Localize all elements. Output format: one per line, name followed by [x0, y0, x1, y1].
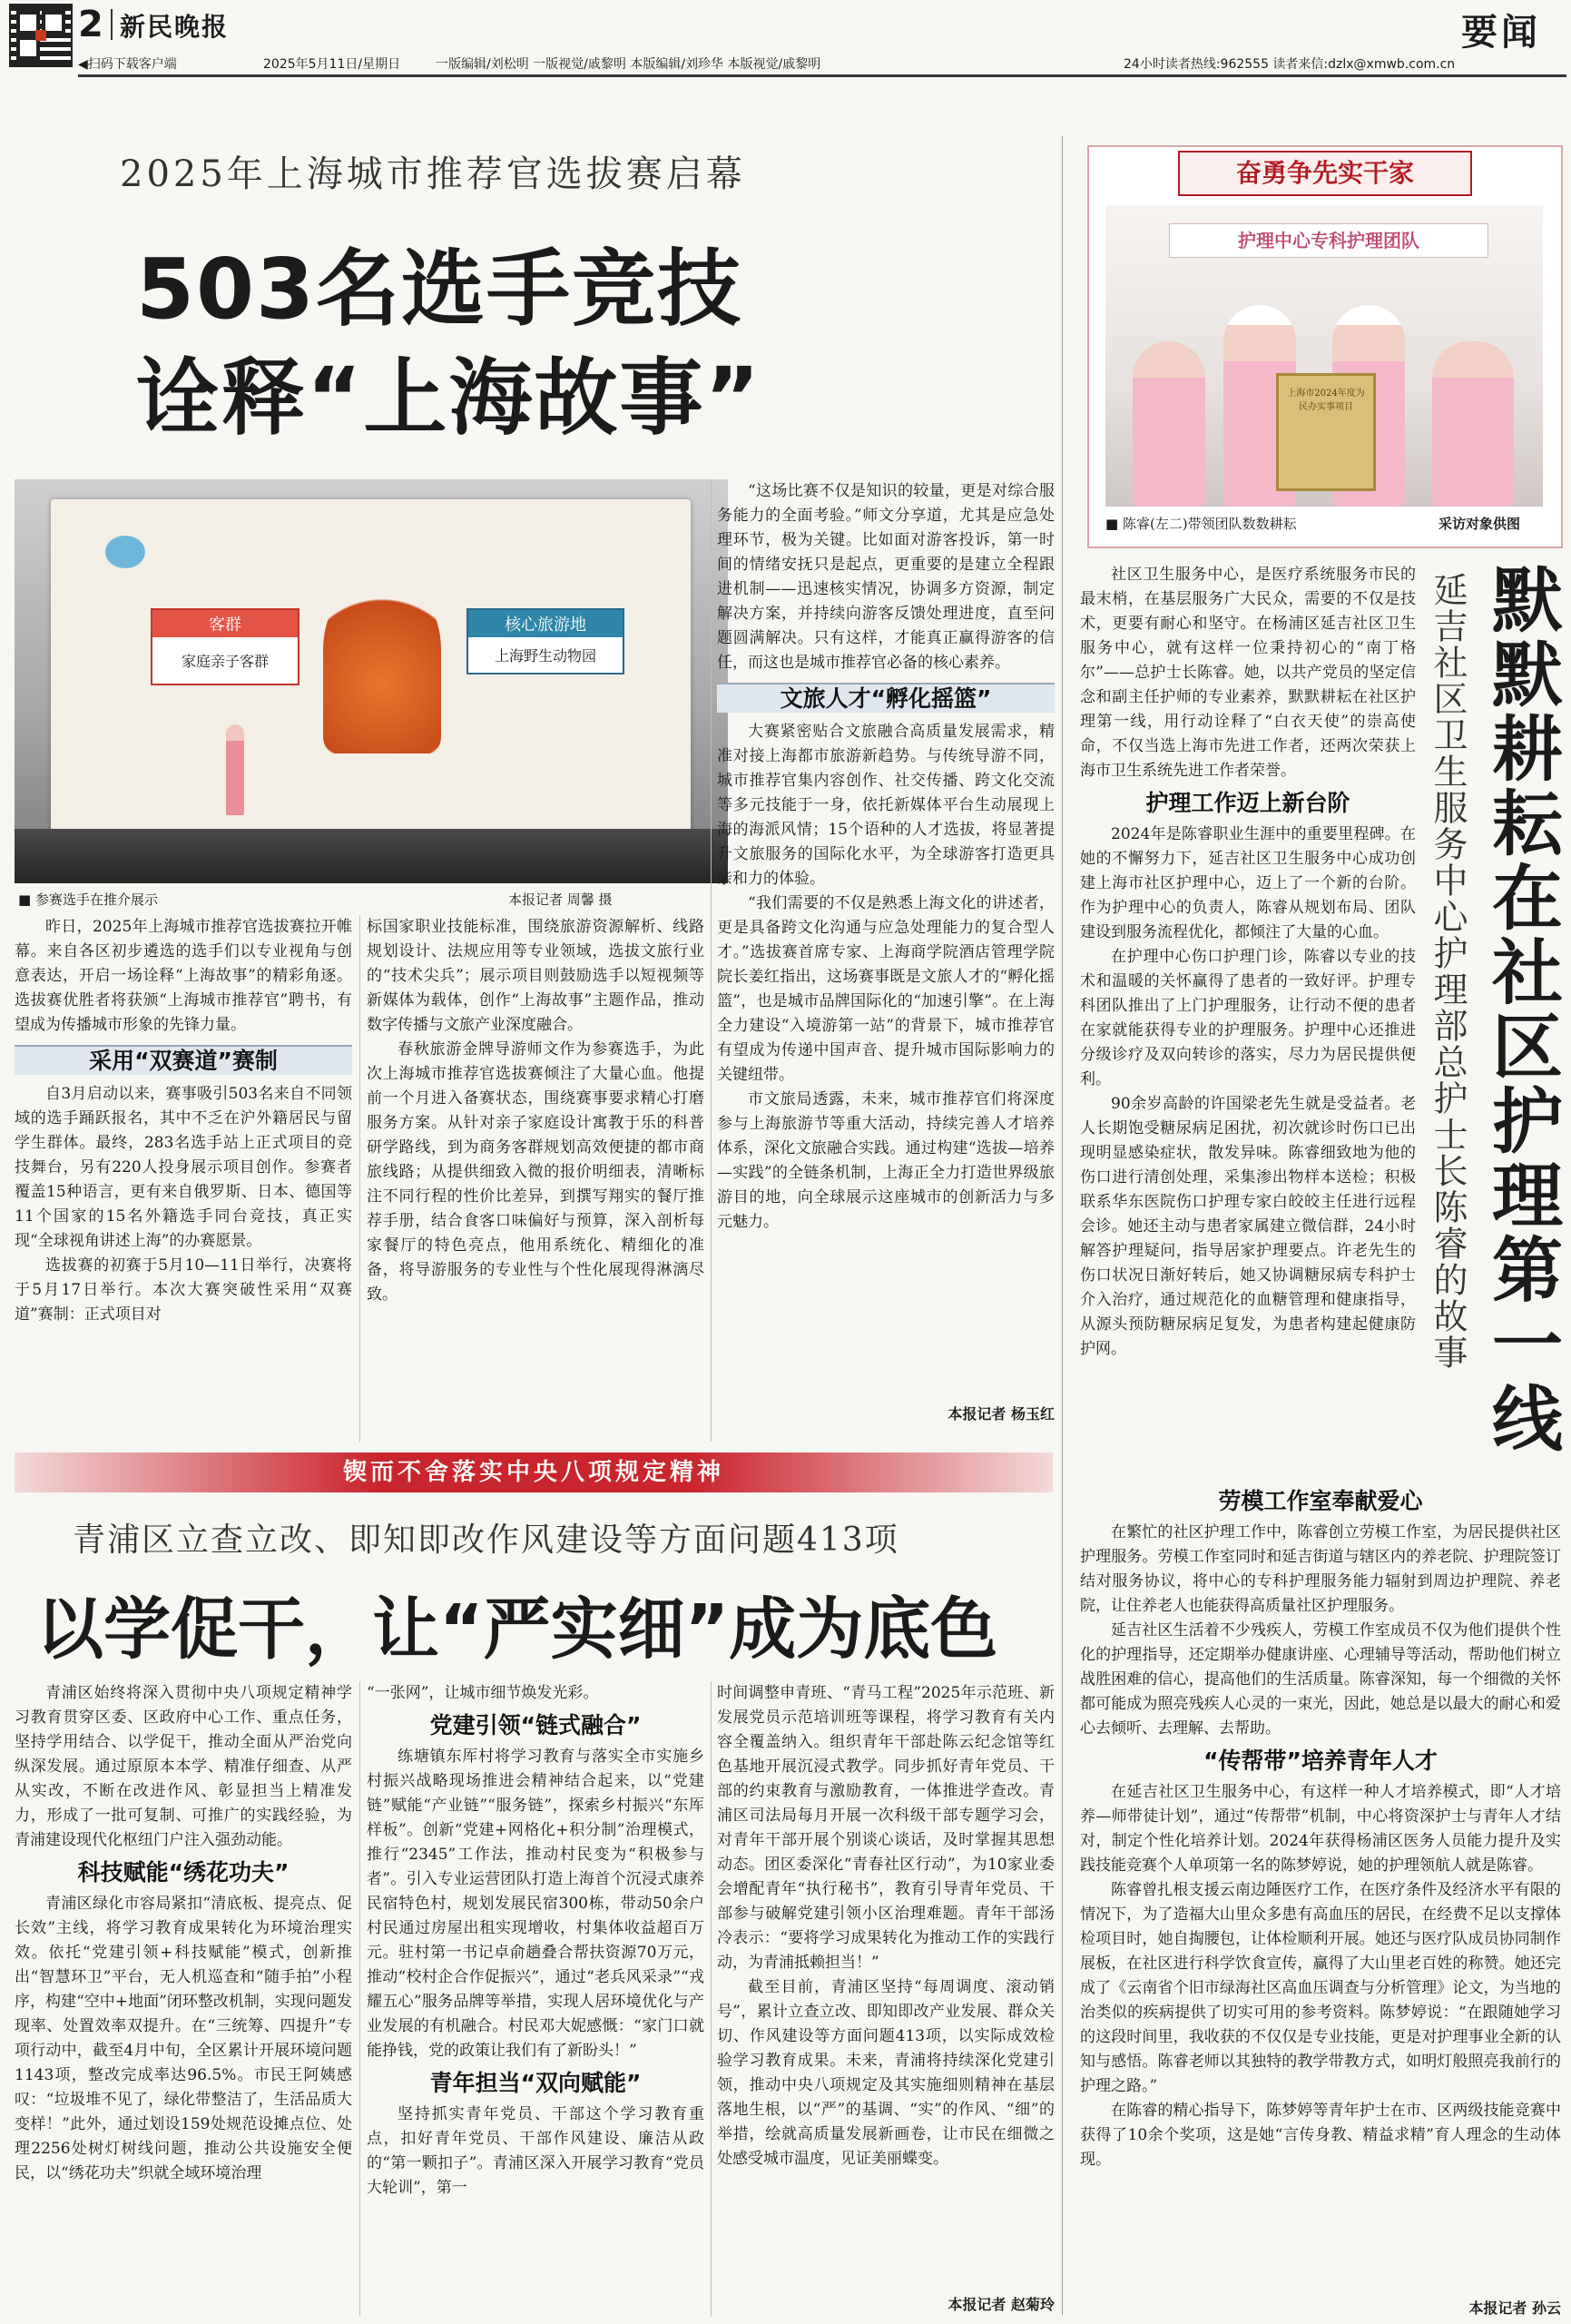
award-plaque: 上海市2024年度为民办实事项目: [1276, 373, 1376, 491]
story1-col-divider-1: [359, 915, 360, 1442]
story3-photo-credit: 采访对象供图: [1438, 516, 1521, 532]
story3-photo-caption: ■ 陈睿(左二)带领团队数数耕耘: [1105, 516, 1297, 532]
story3-para1: 2024年是陈睿职业生涯中的重要里程碑。在她的不懈努力下，延吉社区卫生服务中心成功创建上海市社区护理中心，迈上了一个新的台阶。作为护理中心的负责人，陈睿从规划布局、团队建设到服务流程优化，都倾注了大量的心血。: [1080, 825, 1416, 941]
story3-subhead-1: 护理工作迈上新台阶: [1145, 790, 1350, 816]
nurses-photo: [1105, 205, 1543, 507]
story2-subhead-3: 青年担当“双向赋能”: [429, 2070, 642, 2096]
story2-col2-para1: “一张网”，让城市细节焕发光彩。: [367, 1684, 599, 1702]
tree-illustration: [323, 581, 441, 753]
story2-col3-para1: 时间调整申青班、“青马工程”2025年示范班、新发展党员示范培训班等课程，将学习教育有关内容全覆盖纳入。组织青年干部赴陈云纪念馆等红色基地开展沉浸式教学。同步抓好青年党员、干部的约束教育与激励教育，一体推进学查改。青浦区司法局每月开展一次科级干部专题学习会，对青年干部开展个别谈心谈话，及时掌握其思想动态。团区委深化“青春社区行动”，为10家业委会增配青年“执行秘书”，教育引导青年党员、干部参与破解党建引领小区治理难题。青年干部汤冷表示：“要将学习成果转化为推动工作的实践行动，为青浦抵赖担当！”: [717, 1684, 1055, 1972]
story2-banner: 锲而不舍落实中央八项规定精神: [15, 1452, 1053, 1492]
bird-illustration: [105, 536, 145, 568]
story3-byline: 本报记者 孙云: [1468, 2299, 1561, 2317]
story1-col2: [367, 915, 704, 1442]
story1-col1-para: 自3月启动以来，赛事吸引503名来自不同领域的选手踊跃报名，其中不乏在沪外籍居民与留学生群体。最终，283名选手站上正式项目的竞技舞台，另有220人投身展示项目创作。参赛者覆盖15种语言，更有来自俄罗斯、日本、德国等11个国家的15名外籍选手同台竞技，真正实现“全球视角讲述上海”的办赛愿景。: [15, 1085, 352, 1250]
date-line: 2025年5月11日/星期日: [263, 57, 401, 72]
story1-subhead-2: 文旅人才“孵化摇篮”: [717, 683, 1055, 713]
contestant-photo: [15, 479, 728, 883]
story2-col3: [717, 1681, 1055, 2290]
nurse-1: [1133, 341, 1205, 507]
editors-line: 一版编辑/刘松明 一版视觉/戚黎明 本版编辑/刘珍华 本版视觉/戚黎明: [436, 57, 821, 72]
masthead-divider: [111, 9, 113, 40]
story3-para3: 90余岁高龄的许国梁老先生就是受益者。老人长期饱受糖尿病足困扰，初次就诊时伤口已出现明显感染症状，散发异味。陈睿细致地为他的伤口进行清创处理，采集渗出物样本送检；积极联系华东医院伤口护理专家白皎皎主任进行远程会诊。她还主动与患者家属建立微信群，24小时解答护理疑问，指导居家护理要点。许老先生的伤口状况日渐好转后，她又协调糖尿病专科护士介入治疗，通过规范化的血糖管理和健康指导，从源头预防糖尿病足复发，为患者构建起健康防护网。: [1080, 1095, 1416, 1358]
story3-para8: 在陈睿的精心指导下，陈梦婷等青年护士在市、区两级技能竞赛中获得了10余个奖项，这是她“言传身教、精益求精”育人理念的生动体现。: [1080, 2102, 1561, 2169]
audience-row: [15, 829, 728, 883]
story3-subhead-3: “传帮带”培养青年人才: [1203, 1748, 1438, 1774]
story1-photo-credit: 本报记者 周馨 摄: [508, 891, 613, 908]
story3-intro: 社区卫生服务中心，是医疗系统服务市民的最末梢，在基层服务广大民众，需要的不仅是技术，更要有耐心和坚守。在杨浦区延吉社区卫生服务中心，就有这样一位秉持初心的“南丁格尔”——总护士长陈睿。她，以共产党员的坚定信念和副主任护师的专业素养，默默耕耘在社区护理第一线，用行动诠释了“白衣天使”的崇高使命，不仅当选上海市先进工作者，还两次荣获上海市卫生系统先进工作者荣誉。: [1080, 566, 1416, 780]
story1-col2-para2: 春秋旅游金牌导游师文作为参赛选手，为此次上海城市推荐官选拔赛倾注了大量心血。他提前一个月进入备赛状态，围绕赛事要求精心打磨服务方案。从针对亲子家庭设计寓教于乐的科普研学路线，到为商务客群规划高效便捷的都市商旅线路；从提供细致入微的报价明细表，清晰标注不同行程的性价比差异，到撰写翔实的餐厅推荐手册，结合食客口味偏好与预算，深入剖析每家餐厅的特色亮点，他用系统化、精细化的准备，将导游服务的专业性与个性化展现得淋漓尽致。: [367, 1040, 704, 1304]
story1-col2-para1: 标国家职业技能标准，围绕旅游资源解析、线路规划设计、法规应用等专业领域，选拔文旅行业的“技术尖兵”；展示项目则鼓励选手以短视频等新媒体为载体，创作“上海故事”主题作品，推动数字传播与文旅产业深度融合。: [367, 918, 704, 1034]
story1-headline-line2: 诠释“上海故事”: [136, 350, 761, 447]
story1-headline-line1: 503名选手竞技: [136, 241, 743, 338]
sign-left: 客群 家庭亲子客群: [151, 608, 299, 685]
story1-col3-para4: 市文旅局透露，未来，城市推荐官们将深度参与上海旅游节等重大活动，持续完善人才培养体系，深化文旅融合实践。通过构建“选拔—培养—实践”的全链条机制，上海正全力打造世界级旅游目的地，向全球展示这座城市的创新活力与多元魅力。: [717, 1090, 1055, 1231]
story2-col2-para2: 练塘镇东厍村将学习教育与落实全市实施乡村振兴战略现场推进会精神结合起来，以“党建链”赋能“产业链”“服务链”，探索乡村振兴“东厍样板”。创新“党建+网格化+积分制”治理模式，推行“2345”工作法，推动村民变为“积极参与者”。引入专业运营团队打造上海首个沉浸式康养民宿特色村，规划发展民宿300栋，带动50余户村民通过房屋出租实现增收，村集体收益超百万元。驻村第一书记卓俞趟叠合帮扶资源70万元，推动“校村企合作促振兴”，通过“老兵风采录”“戎耀五心”服务品牌等举措，实现人居环境优化与产业发展的有机融合。村民邓大妮感慨：“家门口就能挣钱，党的政策让我们有了新盼头！”: [367, 1748, 704, 2060]
story2-col2-para3: 坚持抓实青年党员、干部这个学习教育重点，扣好青年党员、干部作风建设、廉洁从政的“第一颗扣子”。青浦区深入开展学习教育“党员大轮训”，第一: [367, 2105, 704, 2197]
story1-col3: [717, 479, 1055, 1396]
story2-byline: 本报记者 赵菊玲: [948, 2296, 1055, 2313]
story1-col3-para1: “这场比赛不仅是知识的较量，更是对综合服务能力的全面考验。”师文分享道，尤其是应急处理环节，极为关键。比如面对游客投诉，第一时间的情绪安抚只是起点，更重要的是建立全程跟进机制——迅速核实情况，协调多方资源，制定解决方案，并持续向游客反馈处理进度，直至问题圆满解决。只有这样，才能真正赢得游客的信任，而这也是城市推荐官必备的核心素养。: [717, 482, 1055, 672]
qr-code[interactable]: [11, 5, 71, 65]
story1-subhead-1: 采用“双赛道”赛制: [15, 1045, 352, 1075]
story3-para4: 在繁忙的社区护理工作中，陈睿创立劳模工作室，为居民提供社区护理服务。劳模工作室同时和延吉街道与辖区内的养老院、护理院签订结对服务协议，将中心的专科护理服务能力辐射到周边护理院、养老院，让住养老人也能获得高质量社区护理服务。: [1080, 1523, 1561, 1615]
story3-banner: 奋勇争先实干家: [1178, 151, 1472, 196]
paper-name: 新民晚报: [120, 12, 230, 42]
story2-subhead-1: 科技赋能“绣花功夫”: [77, 1859, 290, 1886]
masthead-rule: [78, 74, 1566, 77]
story1-col1: [15, 915, 352, 1442]
story3-subtitle: 延吉社区卫生服务中心护理部总护士长陈睿的故事: [1428, 572, 1468, 1371]
story2-col1-para1: 青浦区始终将深入贯彻中央八项规定精神学习教育贯穿区委、区政府中心工作、重点任务，坚持学用结合、以学促干，推动全面从严治党向纵深发展。通过原原本本学、精准仔细查、从严从实改，不断在改进作风、彰显担当上精准发力，形成了一批可复制、可推广的实践经验，为青浦建设现代化枢纽门户注入强劲动能。: [15, 1684, 352, 1849]
story1-col3-para3: “我们需要的不仅是熟悉上海文化的讲述者，更是具备跨文化沟通与应急处理能力的复合型人才。”选拔赛首席专家、上海商学院酒店管理学院院长姜红指出，这场赛事既是文旅人才的“孵化摇篮”，也是城市品牌国际化的“加速引擎”。在上海全力建设“入境游第一站”的背景下，城市推荐官有望成为传递中国声音、提升城市国际影响力的关键纽带。: [717, 894, 1055, 1084]
story2-col3-para2: 截至目前，青浦区坚持“每周调度、滚动销号”，累计立查立改、即知即改产业发展、群众关切、作风建设等方面问题413项，以实际成效检验学习教育成果。未来，青浦将持续深化党建引领，推动中央八项规定及其实施细则精神在基层落地生根，以“严”的基调、“实”的作风、“细”的举措，绘就高质量发展新画卷，让市民在细微之处感受城市温度，见证美丽蝶变。: [717, 1978, 1055, 2168]
story3-para6: 在延吉社区卫生服务中心，有这样一种人才培养模式，即“人才培养—师带徒计划”，通过“传帮带”机制，中心将资深护士与青年人才结对，制定个性化培养计划。2024年获得杨浦区医务人员能力提升及实践技能竞赛个人单项第一名的陈梦婷说，她的护理领航人就是陈睿。: [1080, 1783, 1561, 1875]
nurse-4: [1432, 341, 1514, 507]
story2-col-divider-2: [711, 1681, 712, 2317]
story3-para7: 陈睿曾扎根支援云南边陲医疗工作，在医疗条件及经济水平有限的情况下，为了造福大山里众多患有高血压的居民，在经费不足以支撑体检项目时，她自掏腰包，让体检顺利开展。她还与医疗队成员协同制作展板，在社区进行科学饮食宣传，赢得了大山里老百姓的称赞。她还完成了《云南省个旧市绿海社区高血压调查与分析管理》论文，为当地的治类似的疾病提供了切实可用的参考资料。陈梦婷说：“在跟随她学习的这段时间里，我收获的不仅仅是专业技能，更是对护理事业全新的认知与感悟。陈睿老师以其独特的教学带教方式，如明灯般照亮我前行的护理之路。”: [1080, 1881, 1561, 2095]
story1-byline: 本报记者 杨玉红: [948, 1405, 1055, 1423]
story2-kicker: 青浦区立查立改、即知即改作风建设等方面问题413项: [73, 1521, 899, 1559]
story1-col-divider-2: [711, 479, 712, 1442]
story2-col1: [15, 1681, 352, 2317]
presenter-figure: [226, 724, 244, 815]
story1-photo-caption: ■ 参赛选手在推介展示: [18, 891, 158, 908]
story3-col-upper: [1080, 563, 1416, 1480]
story3-divider: [1062, 136, 1063, 2315]
story2-col1-para2: 青浦区绿化市容局紧扣“清底板、提亮点、促长效”主线，将学习教育成果转化为环境治理实效。依托“党建引领+科技赋能”模式，创新推出“智慧环卫”平台，无人机巡查和“随手拍”小程序，构建“空中+地面”闭环整改机制，实现问题发现率、处置效率双提升。在“三统筹、四提升”专项行动中，截至4月中旬，全区累计开展环境问题1143项，整改完成率达96.5%。市民王阿姨感叹：“垃圾堆不见了，绿化带整洁了，生活品质大变样！”此外，通过划设159处规范设摊点位、处理2256处树灯树线问题，推动公共设施安全便民，以“绣花功夫”织就全域环境治理: [15, 1895, 352, 2182]
projection-screen: [51, 499, 691, 844]
story3-col-lower: [1080, 1489, 1561, 2292]
page-number: 2: [78, 4, 103, 45]
qr-caption: ◀扫码下载客户端: [78, 57, 177, 72]
hotline: 24小时读者热线:962555 读者来信:dzlx@xmwb.com.cn: [1124, 57, 1456, 72]
story2-col2: [367, 1681, 704, 2317]
story3-para2: 在护理中心伤口护理门诊，陈睿以专业的技术和温暖的关怀赢得了患者的一致好评。护理专科团队推出了上门护理服务，让行动不便的患者在家就能获得专业的护理服务。护理中心还推进分级诊疗及双向转诊的落实，尽力为居民提供便利。: [1080, 948, 1416, 1088]
story2-subhead-2: 党建引领“链式融合”: [429, 1712, 642, 1738]
photo-wall-sign: 护理中心专科护理团队: [1169, 223, 1488, 258]
story3-subhead-2: 劳模工作室奉献爱心: [1218, 1489, 1423, 1514]
story1-kicker: 2025年上海城市推荐官选拔赛启幕: [120, 153, 746, 195]
story1-col1-para2: 选拔赛的初赛于5月10—11日举行，决赛将于5月17日举行。本次大赛突破性采用“双赛道”赛制：正式项目对: [15, 1256, 352, 1324]
story2-headline: 以学促干，让“严实细”成为底色: [36, 1590, 998, 1669]
story1-col3-para2: 大赛紧密贴合文旅融合高质量发展需求，精准对接上海都市旅游新趋势。与传统导游不同，城市推荐官集内容创作、社交传播、跨文化交流等多元技能于一身，依托新媒体平台生动展现上海的海派风情；15个语种的人才选拔，将显著提升文旅服务的国际化水平，为全球游客打造更具亲和力的体验。: [717, 723, 1055, 888]
story3-para5: 延吉社区生活着不少残疾人，劳模工作室成员不仅为他们提供个性化的护理指导，还定期举办健康讲座、心理辅导等活动，帮助他们树立战胜困难的信心，提高他们的生活质量。陈睿深知，每一个细微的关怀都可能成为照亮残疾人心灵的一束光，因此，她总是以最大的耐心和爱心去倾听、去理解、去帮助。: [1080, 1621, 1561, 1738]
section-name: 要闻: [1461, 12, 1541, 54]
story3-headline: 默默耕耘在社区护理第一线: [1480, 563, 1562, 1456]
story2-col-divider-1: [359, 1681, 360, 2317]
sign-right: 核心旅游地 上海野生动物园: [466, 608, 624, 675]
story1-intro: 昨日，2025年上海城市推荐官选拔赛拉开帷幕。来自各区初步遴选的选手们以专业视角与创意表达，开启一场诠释“上海故事”的精彩角逐。选拔赛优胜者将获颁“上海城市推荐官”聘书，有望成为传播城市形象的先锋力量。: [15, 918, 352, 1034]
